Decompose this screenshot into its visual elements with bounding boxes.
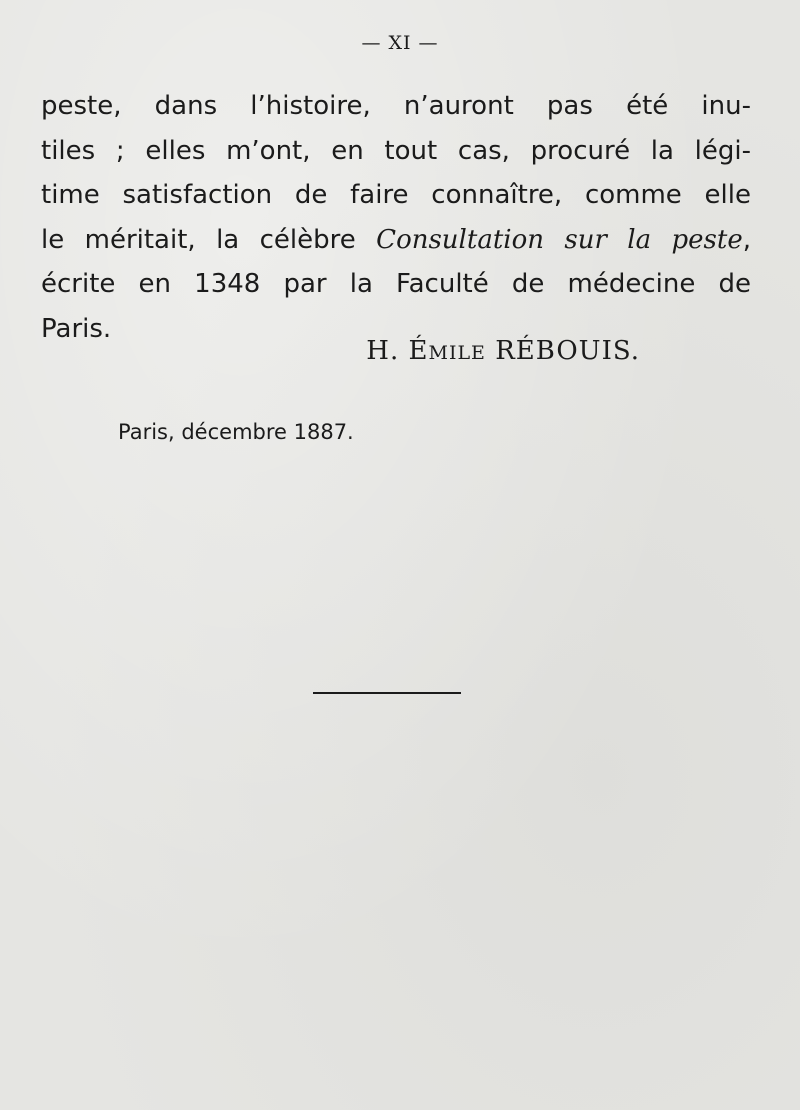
signature-first-rest: MILE bbox=[428, 342, 486, 364]
place-date-line: Paris, décembre 1887. bbox=[118, 420, 354, 444]
author-signature bbox=[0, 336, 640, 366]
text-line-with-title bbox=[41, 218, 751, 263]
text-line: Paris. bbox=[41, 313, 112, 344]
text-line: peste, dans l’histoire, n’auront pas été inu- bbox=[41, 91, 751, 121]
signature-surname: RÉBOUIS. bbox=[485, 336, 640, 366]
page-folio: — XI — bbox=[361, 32, 439, 54]
text-fragment: le méritait, la célèbre bbox=[41, 224, 377, 255]
text-fragment: , bbox=[742, 224, 751, 255]
text-line: time satisfaction de faire connaître, comme elle bbox=[41, 180, 751, 210]
text-line: écrite en 1348 par la Faculté de médecine de bbox=[41, 269, 751, 299]
body-paragraph bbox=[41, 84, 751, 351]
text-line: tiles ; elles m’ont, en tout cas, procuré la légi- bbox=[41, 135, 751, 166]
signature-first-cap: É bbox=[408, 336, 429, 366]
signature-initial: H. bbox=[366, 336, 409, 366]
work-title: Consultation sur la peste bbox=[376, 224, 743, 255]
section-divider-rule bbox=[313, 692, 461, 694]
